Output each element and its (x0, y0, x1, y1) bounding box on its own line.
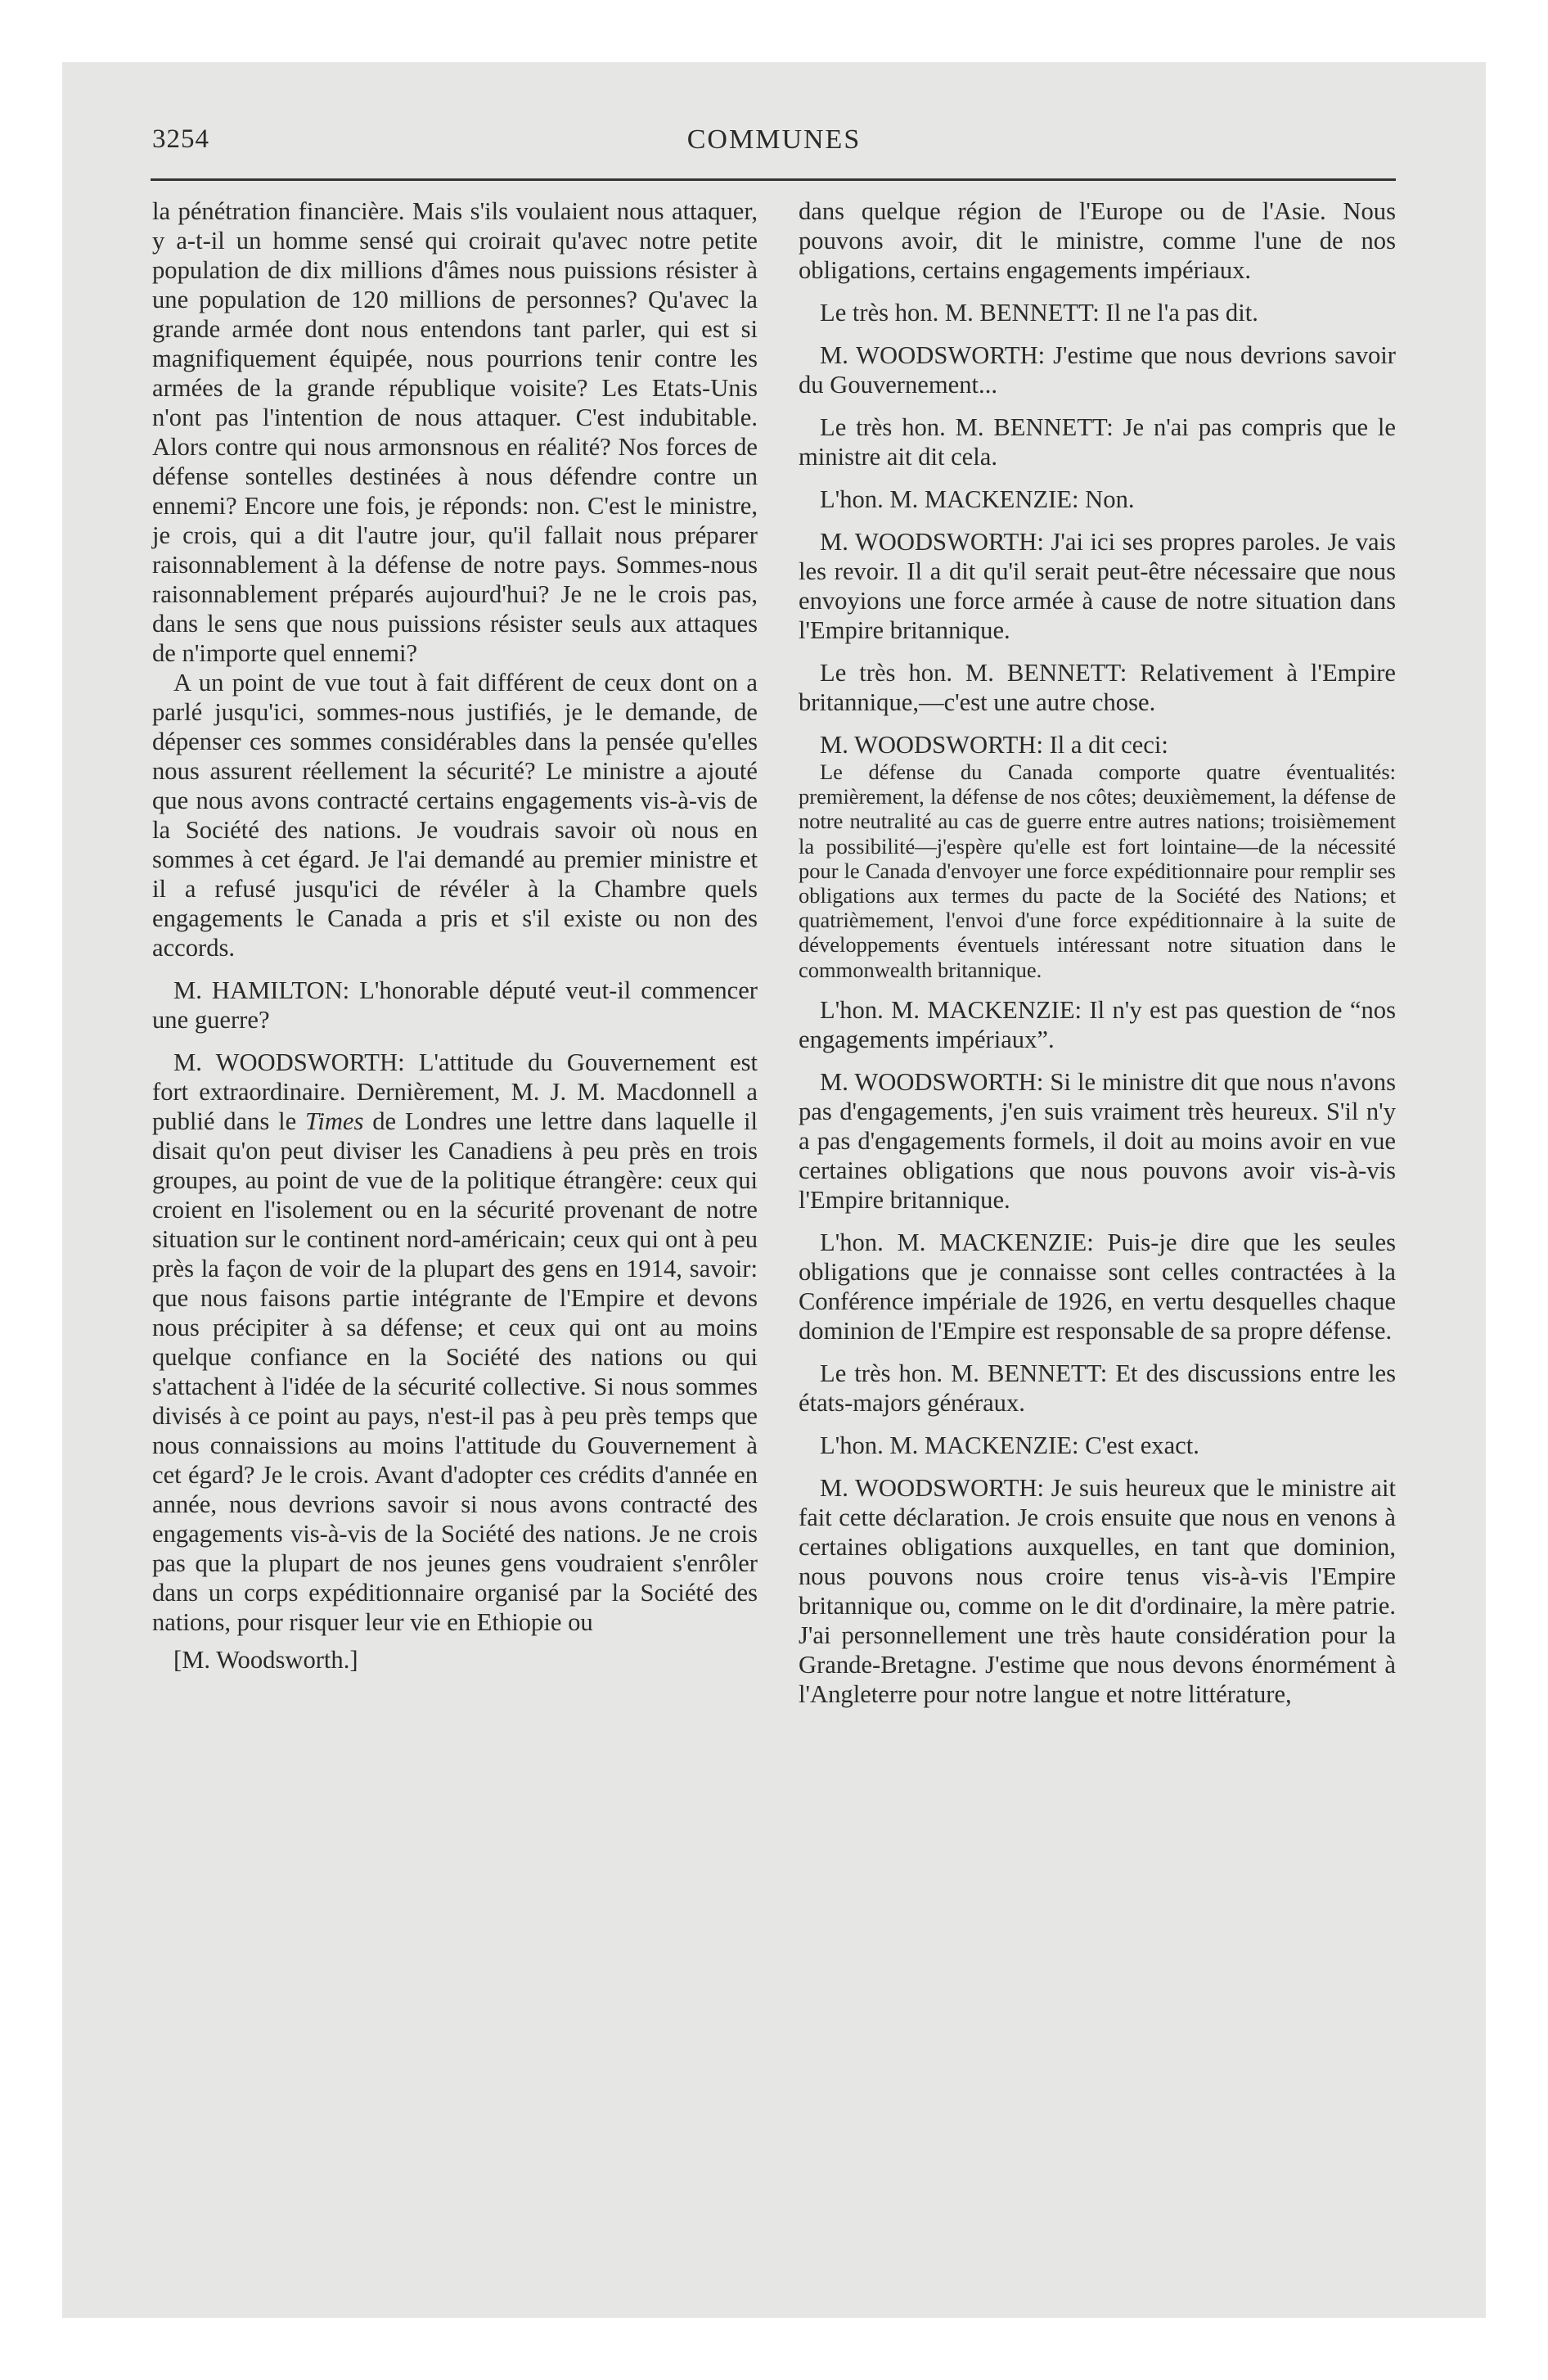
speech-bennett: Le très hon. M. BENNETT: Il ne l'a pas dit. (820, 299, 1258, 327)
newspaper-title: Times (305, 1107, 364, 1135)
speech-bennett: Le très hon. M. BENNETT: Je n'ai pas compris que le ministre ait dit cela. (799, 413, 1396, 471)
running-head: COMMUNES (686, 124, 862, 155)
speech-woodsworth: M. WOODSWORTH: Si le ministre dit que nous n'avons pas d'engagements, j'en suis vraiment très heureux. S'il n'y a pas d'engagements formels, il doit au moins avoir en vue certaines obligations que nous pouvons avoir vis-à-vis l'Empire britannique. (799, 1067, 1396, 1214)
speech-mackenzie: L'hon. M. MACKENZIE: Puis-je dire que les seules obligations que je connaisse sont celles contractées à la Conférence impériale de 1926, en vertu desquelles chaque dominion de l'Empire est responsable de sa propre défense. (799, 1228, 1396, 1345)
page-number: 3254 (152, 124, 209, 154)
speech-woodsworth: M. WOODSWORTH: Il a dit ceci: (820, 731, 1168, 759)
paragraph: dans quelque région de l'Europe ou de l'Asie. Nous pouvons avoir, dit le ministre, comme l'une de nos obligations, certains engagements impériaux. (799, 197, 1396, 284)
speech-woodsworth: M. WOODSWORTH: J'ai ici ses propres paroles. Je vais les revoir. Il a dit qu'il serait peut-être nécessaire que nous envoyions une force armée à cause de notre situation dans l'Empire britannique. (799, 528, 1396, 644)
speech-woodsworth: M. WOODSWORTH: J'estime que nous devrions savoir du Gouvernement... (799, 341, 1396, 399)
block-quote: Le défense du Canada comporte quatre éventualités: premièrement, la défense de nos côtes; deuxièmement, la défense de notre neutralité au cas de guerre entre autres nations; troisièmement la possibilité—j'espère qu'elle est fort lointaine—de la nécessité pour le Canada d'envoyer une force expéditionnaire pour remplir ses obligations aux termes du pacte de la Société des Nations; et quatrièmement, l'envoi d'une force expéditionnaire à la suite de développements éventuels intéressant notre situation dans le commonwealth britannique. (799, 760, 1396, 982)
speech-mackenzie: L'hon. M. MACKENZIE: Il n'y est pas question de “nos engagements impériaux”. (799, 995, 1396, 1053)
left-column (152, 196, 758, 1675)
speech-woodsworth: M. WOODSWORTH: Je suis heureux que le ministre ait fait cette déclaration. Je crois ensuite que nous en venons à certaines obligations auxquelles, en tant que dominion, nous pouvons nous croire tenus vis-à-vis l'Empire britannique ou, comme on le dit d'ordinaire, la mère patrie. J'ai personnellement une très haute considération pour la Grande-Bretagne. J'estime que nous devons énormément à l'Angleterre pour notre langue et notre littérature, (799, 1473, 1396, 1708)
speech-mackenzie: L'hon. M. MACKENZIE: Non. (820, 485, 1135, 513)
speech-bennett: Le très hon. M. BENNETT: Et des discussions entre les états-majors généraux. (799, 1359, 1396, 1417)
speech-woodsworth (152, 1048, 758, 1637)
header-rule (151, 178, 1396, 181)
paragraph-text: de Londres une lettre dans laquelle il disait qu'on peut diviser les Canadiens à peu près en trois groupes, au point de vue de la politique étrangère: ceux qui croient en l'isolement ou en la sécurité provenant de notre situation sur le continent nord-américain; ceux qui ont à peu près la façon de voir de la plupart des gens en 1914, savoir: que nous faisons partie intégrante de l'Empire et devons nous précipiter à sa défense; et ceux qui ont au moins quelque confiance en la Société des nations ou qui s'attachent à l'idée de la sécurité collective. Si nous sommes divisés à ce point au pays, n'est-il pas à peu près temps que nous connaissions au moins l'attitude du Gouvernement à cet égard? Je le crois. Avant d'adopter ces crédits d'année en année, nous devrions savoir si nous avons contracté des engagements vis-à-vis de la Société des nations. Je ne crois pas que la plupart de nos jeunes gens voudraient s'enrôler dans un corps expéditionnaire organisé par la Société des nations, pour risquer leur vie en Ethiopie ou (152, 1107, 758, 1636)
speaker-signoff: [M. Woodsworth.] (173, 1646, 358, 1674)
paragraph: la pénétration financière. Mais s'ils voulaient nous attaquer, y a-t-il un homme sensé qui croirait qu'avec notre petite population de dix millions d'âmes nous puissions résister à une population de 120 millions de personnes? Qu'avec la grande armée dont nous entendons tant parler, qui est si magnifiquement équipée, nous pourrions tenir contre les armées de la grande république voisite? Les Etats-Unis n'ont pas l'intention de nous attaquer. C'est indubitable. Alors contre qui nous armonsnous en réalité? Nos forces de défense sontelles destinées à nous défendre contre un ennemi? Encore une fois, je réponds: non. C'est le ministre, je crois, qui a dit l'autre jour, qu'il fallait nous préparer raisonnablement à la défense de notre pays. Sommes-nous raisonnablement préparés aujourd'hui? Je ne le crois pas, dans le sens que nous puissions résister seuls aux attaques de n'importe quel ennemi? (152, 197, 758, 667)
speech-hamilton: M. HAMILTON: L'honorable député veut-il commencer une guerre? (152, 976, 758, 1034)
right-column (799, 196, 1396, 1709)
paragraph-text: M. WOODSWORTH: L'attitude du Gouvernement est fort extraordinaire. Dernièrement, M. J. M. Macdonnell a publié dans le (152, 1048, 758, 1135)
speech-bennett: Le très hon. M. BENNETT: Relativement à l'Empire britannique,—c'est une autre chose. (799, 659, 1396, 716)
page-header (152, 124, 1396, 160)
speech-mackenzie: L'hon. M. MACKENZIE: C'est exact. (820, 1431, 1199, 1459)
paragraph: A un point de vue tout à fait différent de ceux dont on a parlé jusqu'ici, sommes-nous justifiés, je le demande, de dépenser ces sommes considérables dans la pensée qu'elles nous assurent réellement la sécurité? Le ministre a ajouté que nous avons contracté certains engagements vis-à-vis de la Société des nations. Je voudrais savoir où nous en sommes à cet égard. Je l'ai demandé au premier ministre et il a refusé jusqu'ici de révéler à la Chambre quels engagements le Canada a pris et s'il existe ou non des accords. (152, 669, 758, 962)
